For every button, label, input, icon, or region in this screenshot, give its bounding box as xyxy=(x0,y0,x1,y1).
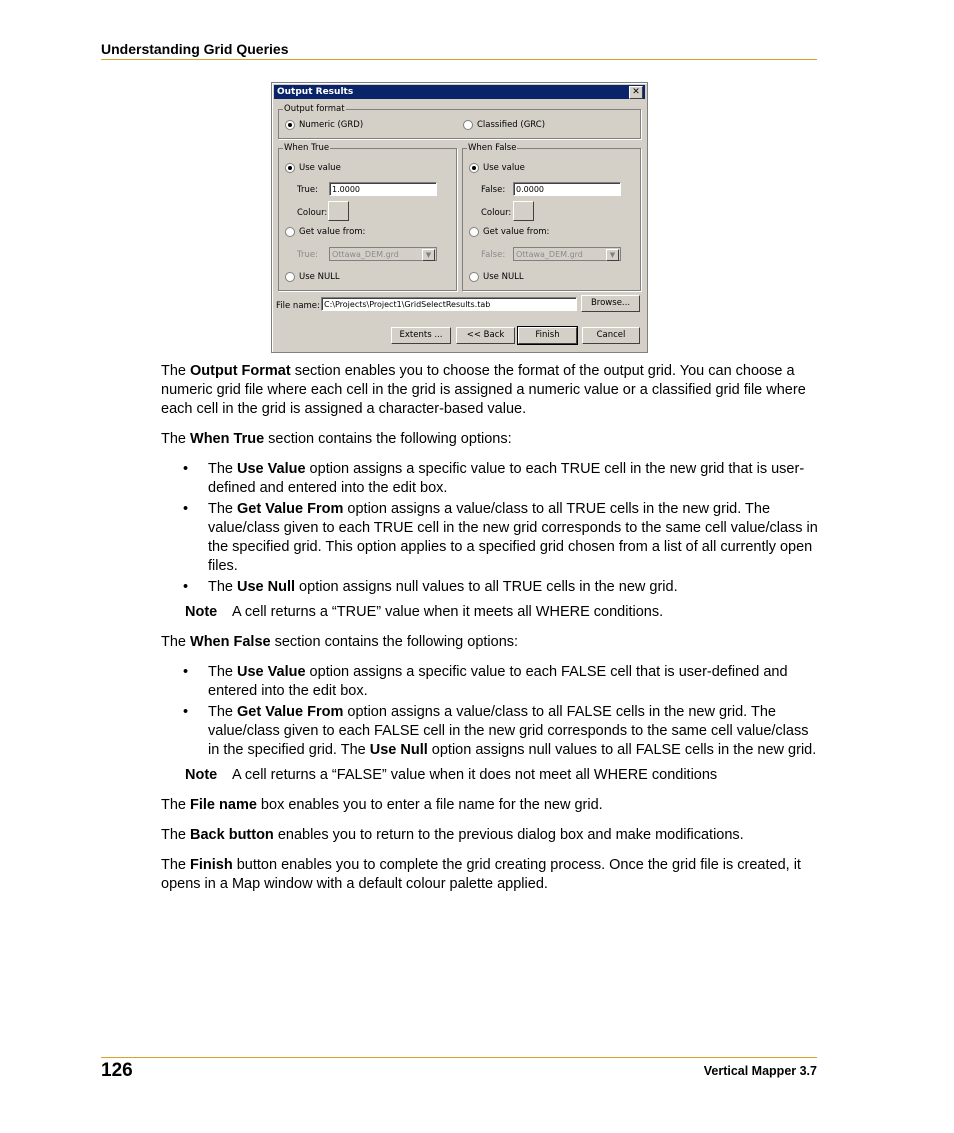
term: Back button xyxy=(190,827,274,843)
true-get-value-radio[interactable] xyxy=(285,227,365,237)
paragraph-back-button xyxy=(161,826,821,845)
true-use-null-radio[interactable] xyxy=(285,272,340,282)
term: Get Value From xyxy=(237,704,344,720)
true-use-value-label: Use value xyxy=(299,163,341,173)
text: option assigns null values to all TRUE cells in the new grid. xyxy=(295,579,678,595)
term: File name xyxy=(190,797,257,813)
radio-selected-icon xyxy=(469,163,479,173)
true-use-null-label: Use NULL xyxy=(299,272,340,282)
text: option assigns a specific value to each FALSE cell that is user-defined and entered into the edit box. xyxy=(208,664,788,699)
true-value-input[interactable]: 1.0000 xyxy=(329,182,437,196)
true-colour-label: Colour: xyxy=(297,208,328,218)
when-true-list xyxy=(161,460,821,597)
note-text: A cell returns a “TRUE” value when it meets all WHERE conditions. xyxy=(232,604,664,620)
text: The xyxy=(208,664,238,680)
text: The xyxy=(208,461,238,477)
output-results-dialog xyxy=(271,82,648,353)
true-get-value-label: Get value from: xyxy=(299,227,366,237)
text: The xyxy=(161,634,191,650)
term: Use Value xyxy=(237,664,306,680)
paragraph-output-format xyxy=(161,362,821,419)
term: Use Value xyxy=(237,461,306,477)
footer-rule xyxy=(101,1057,817,1058)
list-item xyxy=(161,663,821,701)
term: Finish xyxy=(190,857,233,873)
term: When False xyxy=(190,634,271,650)
file-name-input[interactable]: C:\Projects\Project1\GridSelectResults.tab xyxy=(321,297,577,311)
false-colour-button[interactable] xyxy=(513,201,534,221)
cancel-button[interactable]: Cancel xyxy=(582,327,640,344)
note-label: Note xyxy=(185,604,218,620)
footer-product: Vertical Mapper 3.7 xyxy=(703,1064,817,1078)
text: The xyxy=(161,797,191,813)
false-get-value-label: Get value from: xyxy=(483,227,550,237)
note-false xyxy=(185,766,821,785)
radio-unselected-icon xyxy=(469,272,479,282)
file-name-label: File name: xyxy=(276,301,320,311)
false-use-value-radio[interactable] xyxy=(469,163,525,173)
list-item xyxy=(161,578,821,597)
text: The xyxy=(208,579,238,595)
finish-button[interactable]: Finish xyxy=(518,327,577,344)
output-format-group xyxy=(278,104,641,139)
dialog-title: Output Results xyxy=(277,87,354,97)
when-false-list xyxy=(161,663,821,760)
term: When True xyxy=(190,431,265,447)
when-false-group xyxy=(462,143,641,291)
text: option assigns null values to all FALSE cells in the new grid. xyxy=(427,742,817,758)
radio-unselected-icon xyxy=(285,272,295,282)
paragraph-finish xyxy=(161,856,821,894)
false-value-label: False: xyxy=(481,185,506,195)
false-grid-value: Ottawa_DEM.grd xyxy=(516,250,583,259)
chevron-down-icon: ▼ xyxy=(606,249,619,261)
text: The xyxy=(208,501,238,517)
text: option assigns a value/class to all TRUE cells in the new grid. The value/class given to each TRUE cell in the new grid corresponds to the same cell value/class in the specified grid. This option applies to a specified grid chosen from a list of all currently open files. xyxy=(208,501,818,574)
false-grid-select[interactable] xyxy=(513,247,621,261)
true-grid-label: True: xyxy=(297,250,318,260)
list-item xyxy=(161,500,821,576)
when-true-label: When True xyxy=(284,143,330,153)
text: button enables you to complete the grid creating process. Once the grid file is created, it opens in a Map window with a default colour palette applied. xyxy=(161,857,801,892)
browse-button[interactable]: Browse... xyxy=(581,295,640,312)
text: The xyxy=(161,857,191,873)
running-header: Understanding Grid Queries xyxy=(101,41,289,57)
false-use-value-label: Use value xyxy=(483,163,525,173)
text: option assigns a value/class to all FALSE cells in the new grid. The value/class given to each FALSE cell in the new grid corresponds to the same cell value/class in the specified grid. The xyxy=(208,704,809,758)
note-true xyxy=(185,603,821,622)
text: option assigns a specific value to each TRUE cell in the new grid that is user-defined and entered into the edit box. xyxy=(208,461,805,496)
radio-unselected-icon xyxy=(285,227,295,237)
when-true-group xyxy=(278,143,457,291)
false-value-input[interactable]: 0.0000 xyxy=(513,182,621,196)
when-false-label: When False xyxy=(468,143,517,153)
extents-button[interactable]: Extents ... xyxy=(391,327,451,344)
radio-unselected-icon xyxy=(469,227,479,237)
paragraph-when-true xyxy=(161,430,821,449)
true-grid-select[interactable] xyxy=(329,247,437,261)
term: Output Format xyxy=(190,363,291,379)
text: section contains the following options: xyxy=(270,634,519,650)
text: section contains the following options: xyxy=(264,431,512,447)
radio-selected-icon xyxy=(285,163,295,173)
term: Use Null xyxy=(237,579,296,595)
paragraph-when-false xyxy=(161,633,821,652)
false-use-null-label: Use NULL xyxy=(483,272,524,282)
numeric-grd-label: Numeric (GRD) xyxy=(299,120,364,130)
chevron-down-icon: ▼ xyxy=(422,249,435,261)
true-grid-value: Ottawa_DEM.grd xyxy=(332,250,399,259)
text: box enables you to enter a file name for the new grid. xyxy=(256,797,603,813)
radio-unselected-icon xyxy=(463,120,473,130)
numeric-grd-radio[interactable] xyxy=(285,120,363,130)
term: Get Value From xyxy=(237,501,344,517)
output-format-label: Output format xyxy=(284,104,345,114)
classified-grc-label: Classified (GRC) xyxy=(477,120,546,130)
false-get-value-radio[interactable] xyxy=(469,227,549,237)
false-colour-label: Colour: xyxy=(481,208,512,218)
term: Use Null xyxy=(369,742,428,758)
dialog-title-bar xyxy=(274,85,645,99)
false-grid-label: False: xyxy=(481,250,506,260)
list-item xyxy=(161,460,821,498)
text: The xyxy=(208,704,238,720)
text: section enables you to choose the format of the output grid. You can choose a numeric grid file where each cell in the grid is assigned a numeric value or a classified grid file where each cell in the grid is assigned a character-based value. xyxy=(161,363,806,417)
radio-selected-icon xyxy=(285,120,295,130)
list-item xyxy=(161,703,821,760)
true-colour-button[interactable] xyxy=(328,201,349,221)
close-icon[interactable]: ✕ xyxy=(629,86,643,99)
classified-grc-radio[interactable] xyxy=(463,120,545,130)
true-use-value-radio[interactable] xyxy=(285,163,341,173)
back-button[interactable]: << Back xyxy=(456,327,515,344)
text: The xyxy=(161,431,191,447)
false-use-null-radio[interactable] xyxy=(469,272,524,282)
note-label: Note xyxy=(185,767,218,783)
true-value-label: True: xyxy=(297,185,318,195)
paragraph-file-name xyxy=(161,796,821,815)
text: The xyxy=(161,827,191,843)
page-number: 126 xyxy=(101,1060,133,1081)
text: The xyxy=(161,363,191,379)
body-text xyxy=(161,362,821,905)
header-rule xyxy=(101,59,817,60)
text: enables you to return to the previous dialog box and make modifications. xyxy=(273,827,744,843)
note-text: A cell returns a “FALSE” value when it does not meet all WHERE conditions xyxy=(232,767,718,783)
